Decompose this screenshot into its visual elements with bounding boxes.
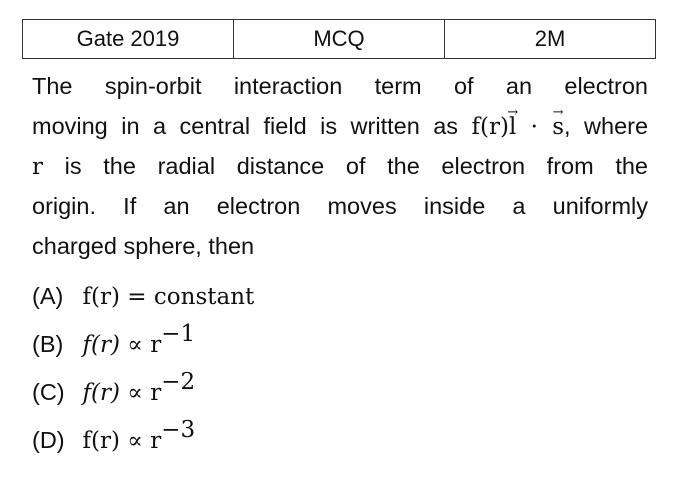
option-label: (C)	[32, 379, 65, 405]
option-exponent: −3	[161, 417, 196, 443]
option-relation: ∝	[120, 428, 151, 454]
question-line-5: charged sphere, then	[32, 233, 255, 259]
option-lhs: f(r)	[82, 284, 120, 310]
dot-operator: ·	[530, 114, 538, 140]
question-type-cell: MCQ	[234, 20, 445, 59]
question-line-2-text: moving in a central field is written as	[32, 113, 459, 139]
option-rhs: r	[150, 428, 162, 454]
option-lhs: f(r)	[82, 428, 120, 454]
option-exponent: −2	[161, 369, 196, 395]
option-lhs: f(r)	[82, 332, 120, 358]
spin-orbit-expression	[472, 114, 564, 140]
question-text	[32, 66, 648, 266]
option-lhs: f(r)	[82, 380, 120, 406]
question-line-3	[32, 146, 648, 186]
expr-f: f(r)	[471, 114, 510, 140]
vector-l: → l	[509, 107, 516, 147]
answer-options	[32, 276, 254, 468]
option-rhs: r	[150, 332, 162, 358]
option-b[interactable]	[32, 321, 254, 372]
marks-cell: 2M	[445, 20, 656, 59]
option-rhs: r	[150, 380, 162, 406]
option-c[interactable]	[32, 369, 254, 420]
variable-r: r	[32, 154, 43, 180]
option-exponent: −1	[161, 321, 196, 347]
option-relation: =	[120, 284, 154, 310]
option-a[interactable]	[32, 276, 254, 324]
option-label: (A)	[32, 283, 64, 309]
question-line-4: origin. If an electron moves inside a uniformly	[32, 193, 648, 219]
question-line-2	[32, 106, 648, 146]
vector-s: → s	[552, 107, 564, 147]
option-rhs: constant	[153, 284, 255, 310]
question-line-1: The spin-orbit interaction term of an electron	[32, 73, 648, 99]
question-line-3-text: is the radial distance of the electron from the	[43, 153, 648, 179]
exam-name-cell: Gate 2019	[23, 20, 234, 59]
question-header-table	[22, 19, 656, 59]
option-relation: ∝	[120, 380, 151, 406]
option-relation: ∝	[120, 332, 151, 358]
option-label: (B)	[32, 331, 64, 357]
question-line-2-end: , where	[564, 113, 649, 139]
option-d[interactable]	[32, 417, 254, 468]
option-label: (D)	[32, 427, 65, 453]
